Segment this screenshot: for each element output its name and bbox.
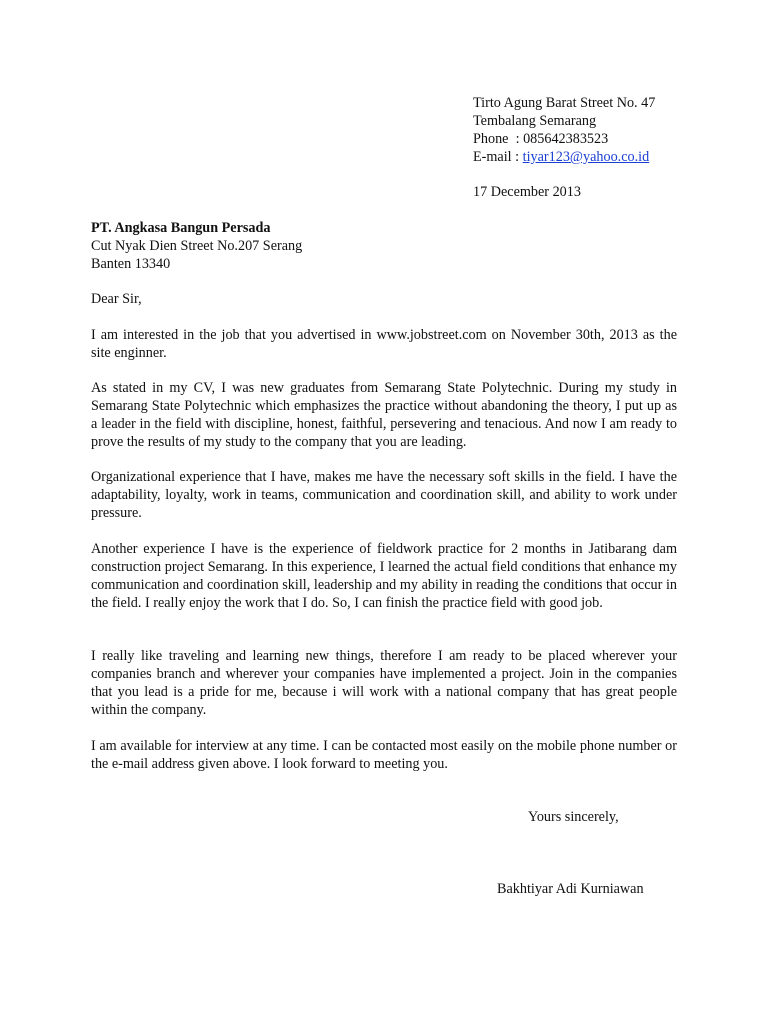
body-paragraph: As stated in my CV, I was new graduates from Semarang State Polytechnic. During my study in Semarang State Polytechnic which emphasizes the practice without abandoning the theory, I put up as a leader in the field with discipline, honest, faithful, persevering and tenacious. And now I am ready to prove the results of my study to the company that you are leading. (91, 380, 677, 450)
closing-phrase: Yours sincerely, (528, 809, 619, 825)
recipient-company: PT. Angkasa Bangun Persada (91, 220, 271, 236)
phone-label: Phone : (473, 131, 524, 147)
body-paragraph: Organizational experience that I have, makes me have the necessary soft skills in the field. I have the adaptability, loyalty, work in teams, communication and coordination skill, and ability to work under pressure. (91, 469, 677, 521)
email-label: E-mail : (473, 149, 523, 165)
body-paragraph: I am available for interview at any time. I can be contacted most easily on the mobile phone number or the e-mail address given above. I look forward to meeting you. (91, 738, 677, 772)
recipient-address-block (91, 219, 491, 273)
body-paragraph: I really like traveling and learning new things, therefore I am ready to be placed wherever your companies branch and wherever your companies have implemented a project. Join in the companies that you lead is a pride for me, because i will work with a national company that has great people within the company. (91, 648, 677, 718)
body-paragraph: I am interested in the job that you advertised in www.jobstreet.com on November 30th, 2013 as the site enginner. (91, 327, 677, 361)
sender-phone-line (473, 130, 733, 148)
signature-name: Bakhtiyar Adi Kurniawan (497, 881, 644, 897)
email-link[interactable]: tiyar123@yahoo.co.id (522, 149, 650, 165)
body-paragraph: Another experience I have is the experience of fieldwork practice for 2 months in Jatibarang dam construction project Semarang. In this experience, I learned the actual field conditions that enhance my communication and coordination skill, leadership and my ability in reading the conditions that occur in the field. I really enjoy the work that I do. So, I can finish the practice field with good job. (91, 541, 677, 611)
sender-city: Tembalang Semarang (473, 113, 597, 129)
sender-address-block (473, 94, 733, 166)
recipient-street: Cut Nyak Dien Street No.207 Serang (91, 238, 303, 254)
salutation: Dear Sir, (91, 291, 142, 307)
sender-street: Tirto Agung Barat Street No. 47 (473, 95, 656, 111)
letter-date: 17 December 2013 (473, 184, 581, 200)
sender-email-line (473, 148, 733, 166)
recipient-city: Banten 13340 (91, 256, 171, 272)
phone-number: 085642383523 (523, 131, 609, 147)
